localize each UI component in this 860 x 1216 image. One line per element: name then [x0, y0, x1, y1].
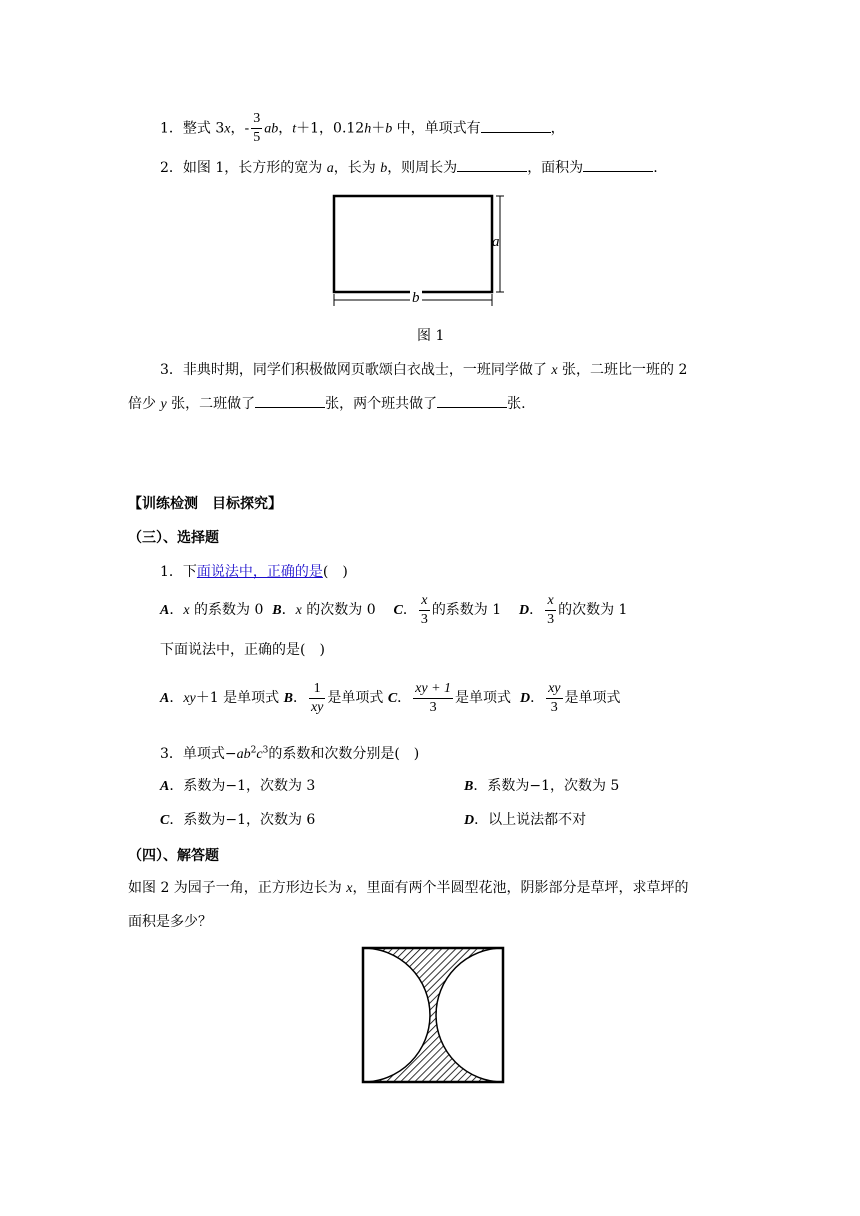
rectangle	[334, 196, 492, 292]
choice-3-option-d: D．以上说法都不对	[464, 812, 587, 828]
perimeter-blank[interactable]	[457, 159, 527, 172]
question-3-line-2: 倍少 y 张，二班做了 张，两个班共做了 张.	[128, 396, 526, 412]
total-blank[interactable]	[437, 395, 507, 408]
label-a: a	[492, 234, 500, 250]
area-blank[interactable]	[583, 159, 653, 172]
question-2: 2．如图 1，长方形的宽为 a，长为 b，则周长为 ，面积为 .	[160, 160, 658, 176]
choice-question-1: 1．下面说法中，正确的是( )	[160, 564, 348, 580]
choice-question-3: 3．单项式$-ab^2c^3$的系数和次数分别是( )	[160, 745, 420, 762]
problem-line-2: 面积是多少？	[128, 914, 212, 930]
figure-2-garden	[360, 945, 506, 1085]
choice-3-option-a: A．系数为−1，次数为 3	[160, 778, 316, 794]
question-link[interactable]: 面说法中，正确的是	[196, 564, 323, 580]
fraction-3-5: $\frac{3}{5}$	[253, 111, 261, 145]
choice-2-options: A．xy＋1 是单项式 B． $\frac{1}{xy}$ 是单项式 C． $\frac{xy + 1}{3}$ 是单项式 D． $\frac{xy}{3}$ 是单项式	[160, 680, 621, 715]
label-b: b	[412, 290, 420, 306]
part-3-title: （三）、选择题	[128, 530, 219, 546]
choice-1-options: A．x 的系数为 0 B．x 的次数为 0 C． $\frac{x}{3}$ 的系数为 1 D． $\frac{x}{3}$ 的次数为 1	[160, 592, 628, 627]
choice-3-option-c: C．系数为−1，次数为 6	[160, 812, 316, 828]
choice-3-option-b: B．系数为−1，次数为 5	[464, 778, 620, 794]
figure-1-caption: 图 1	[417, 328, 445, 344]
question-3-line-1: 3．非典时期，同学们积极做网页歌颂白衣战士，一班同学做了 x 张，二班比一班的 2	[160, 362, 688, 378]
answer-blank[interactable]	[481, 120, 551, 133]
choice-question-2: 下面说法中，正确的是( )	[160, 642, 325, 658]
section-title: 【训练检测 目标探究】	[128, 496, 282, 512]
question-1: 1．整式 3x，- $\frac{3}{5}$ ab，t＋1，0.12h＋b 中，单项式有 ，	[160, 111, 565, 145]
part-4-title: （四）、解答题	[128, 848, 219, 864]
class2-blank[interactable]	[255, 395, 325, 408]
problem-line-1: 如图 2 为园子一角，正方形边长为 x，里面有两个半圆型花池，阴影部分是草坪，求草坪的	[128, 880, 689, 896]
